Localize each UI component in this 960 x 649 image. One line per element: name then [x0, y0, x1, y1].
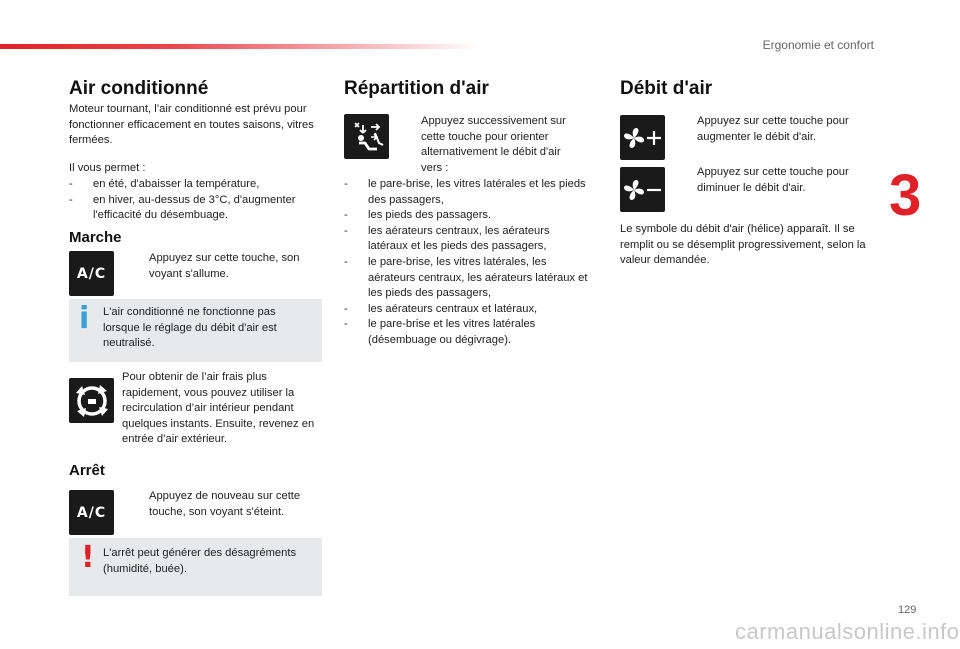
warning-note: ! L'arrêt peut générer des désagréments (humidité, buée). [69, 538, 322, 596]
marche-instruction: Appuyez sur cette touche, son voyant s'allume. [149, 252, 300, 280]
ac-button-icon: A/C [69, 251, 114, 296]
heading-marche: Marche [69, 229, 122, 246]
increase-instruction: Appuyez sur cette touche pour augmenter le débit d'air. [697, 115, 849, 143]
list-item: - le pare-brise, les vitres latérales et les pieds des passagers, [344, 178, 586, 206]
recirculation-icon [69, 378, 114, 423]
permet-list [69, 177, 319, 224]
heading-arret: Arrêt [69, 462, 105, 479]
repartition-instruction: Appuyez successivement sur cette touche pour orienter alternativement le débit d'air vers : [421, 115, 566, 174]
list-item: - les pieds des passagers. [344, 209, 492, 222]
intro-paragraph: Moteur tournant, l’air conditionné est prévu pour fonctionner efficacement en toutes saisons, vitres fermées. [69, 103, 314, 147]
page-number: 129 [898, 604, 917, 616]
list-item: - le pare-brise et les vitres latérales (désembuage ou dégivrage). [344, 318, 536, 346]
list-item: - en été, d'abaisser la température, [69, 178, 260, 190]
heading-air-conditionne: Air conditionné [69, 78, 209, 99]
heading-repartition: Répartition d'air [344, 78, 489, 99]
arret-instruction: Appuyez de nouveau sur cette touche, son voyant s'éteint. [149, 490, 301, 518]
header-accent-bar [0, 44, 480, 49]
info-icon: i [79, 301, 90, 336]
air-distribution-icon [344, 114, 389, 159]
fan-plus-icon [620, 115, 665, 160]
warning-icon: ! [81, 540, 95, 575]
chapter-number: 3 [889, 163, 920, 228]
list-item: - le pare-brise, les vitres latérales, les aérateurs centraux, les aérateurs latéraux et les pieds des passagers, [344, 255, 588, 300]
repartition-list [344, 177, 592, 349]
fan-minus-icon [620, 167, 665, 212]
recirculation-paragraph: Pour obtenir de l’air frais plus rapidement, vous pouvez utiliser la recirculation d’air intérieur pendant quelques instants. Ensuite, revenez en entrée d’air extérieur. [122, 371, 315, 446]
list-item: - les aérateurs centraux, les aérateurs latéraux et les pieds des passagers, [344, 224, 550, 253]
debit-note: Le symbole du débit d'air (hélice) apparaît. Il se remplit ou se désemplit progressivement, selon la valeur demandée. [620, 223, 866, 267]
list-item: - les aérateurs centraux et latéraux, [344, 302, 538, 315]
decrease-instruction: Appuyez sur cette touche pour diminuer le débit d'air. [697, 166, 849, 194]
permet-lead: Il vous permet : [69, 162, 146, 174]
ac-button-icon: A/C [69, 490, 114, 535]
section-title: Ergonomie et confort [762, 38, 874, 52]
heading-debit: Débit d'air [620, 78, 713, 99]
list-item: - en hiver, au-dessus de 3°C, d'augmenter l'efficacité du désembuage. [69, 193, 296, 222]
watermark: carmanualsonline.info [735, 619, 960, 644]
info-note: i L'air conditionné ne fonctionne pas lorsque le réglage du débit d'air est neutralisé. [69, 299, 322, 362]
